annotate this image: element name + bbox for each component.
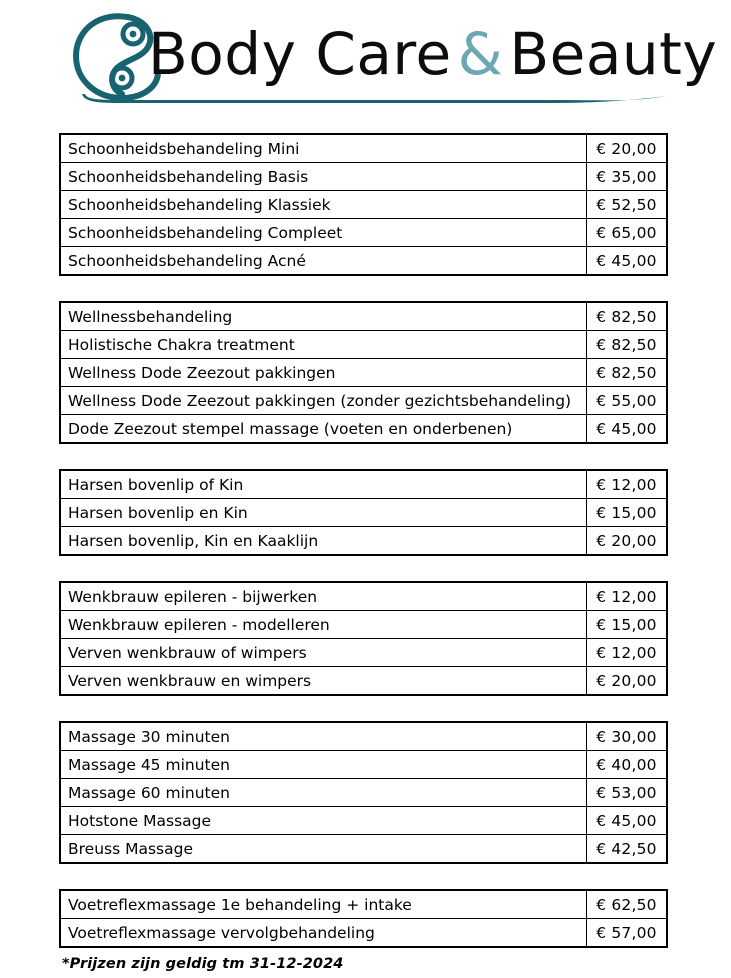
price-value: 82,50 bbox=[611, 335, 657, 354]
service-name: Massage 60 minuten bbox=[60, 779, 587, 807]
price-value: 82,50 bbox=[611, 307, 657, 326]
brand-wordmark-part2: Beauty bbox=[509, 20, 718, 88]
service-name: Schoonheidsbehandeling Compleet bbox=[60, 219, 587, 247]
service-price bbox=[587, 890, 668, 919]
currency-symbol: € bbox=[596, 223, 607, 242]
price-value: 45,00 bbox=[611, 811, 657, 830]
service-name: Dode Zeezout stempel massage (voeten en onderbenen) bbox=[60, 415, 587, 444]
document-header bbox=[0, 0, 731, 118]
table-row bbox=[60, 527, 667, 556]
service-price bbox=[587, 779, 668, 807]
price-value: 15,00 bbox=[611, 503, 657, 522]
currency-symbol: € bbox=[596, 755, 607, 774]
validity-footnote: *Prijzen zijn geldig tm 31-12-2024 bbox=[62, 956, 344, 972]
currency-symbol: € bbox=[596, 895, 607, 914]
table-row bbox=[60, 890, 667, 919]
service-price bbox=[587, 667, 668, 696]
price-value: 30,00 bbox=[611, 727, 657, 746]
currency-symbol: € bbox=[596, 531, 607, 550]
service-price bbox=[587, 219, 668, 247]
currency-symbol: € bbox=[596, 615, 607, 634]
brand-logo bbox=[70, 4, 718, 114]
price-value: 65,00 bbox=[611, 223, 657, 242]
price-value: 20,00 bbox=[611, 531, 657, 550]
service-name: Schoonheidsbehandeling Klassiek bbox=[60, 191, 587, 219]
price-table-schoonheidsbehandelingen bbox=[59, 133, 668, 276]
service-price bbox=[587, 191, 668, 219]
service-name: Harsen bovenlip en Kin bbox=[60, 499, 587, 527]
currency-symbol: € bbox=[596, 335, 607, 354]
service-price bbox=[587, 387, 668, 415]
currency-symbol: € bbox=[596, 419, 607, 438]
service-price bbox=[587, 751, 668, 779]
table-row bbox=[60, 751, 667, 779]
price-value: 15,00 bbox=[611, 615, 657, 634]
table-row bbox=[60, 582, 667, 611]
service-name: Schoonheidsbehandeling Mini bbox=[60, 134, 587, 163]
price-value: 52,50 bbox=[611, 195, 657, 214]
price-value: 62,50 bbox=[611, 895, 657, 914]
service-price bbox=[587, 134, 668, 163]
service-price bbox=[587, 722, 668, 751]
currency-symbol: € bbox=[596, 727, 607, 746]
price-value: 82,50 bbox=[611, 363, 657, 382]
service-price bbox=[587, 359, 668, 387]
table-row bbox=[60, 667, 667, 696]
table-row bbox=[60, 331, 667, 359]
service-price bbox=[587, 611, 668, 639]
service-name: Schoonheidsbehandeling Acné bbox=[60, 247, 587, 276]
service-price bbox=[587, 470, 668, 499]
currency-symbol: € bbox=[596, 139, 607, 158]
price-value: 55,00 bbox=[611, 391, 657, 410]
currency-symbol: € bbox=[596, 811, 607, 830]
service-name: Wenkbrauw epileren - modelleren bbox=[60, 611, 587, 639]
service-price bbox=[587, 919, 668, 948]
price-value: 12,00 bbox=[611, 587, 657, 606]
service-name: Voetreflexmassage vervolgbehandeling bbox=[60, 919, 587, 948]
table-row bbox=[60, 919, 667, 948]
service-name: Holistische Chakra treatment bbox=[60, 331, 587, 359]
service-price bbox=[587, 247, 668, 276]
service-name: Verven wenkbrauw en wimpers bbox=[60, 667, 587, 696]
currency-symbol: € bbox=[596, 391, 607, 410]
brand-ampersand: & bbox=[457, 20, 504, 88]
service-price bbox=[587, 331, 668, 359]
table-row bbox=[60, 359, 667, 387]
service-name: Massage 45 minuten bbox=[60, 751, 587, 779]
currency-symbol: € bbox=[596, 587, 607, 606]
service-name: Wellness Dode Zeezout pakkingen (zonder gezichtsbehandeling) bbox=[60, 387, 587, 415]
service-price bbox=[587, 499, 668, 527]
service-name: Wellnessbehandeling bbox=[60, 302, 587, 331]
service-price bbox=[587, 807, 668, 835]
price-list-body bbox=[59, 133, 658, 948]
service-price bbox=[587, 639, 668, 667]
brand-wordmark-part1: Body Care bbox=[148, 20, 452, 88]
price-value: 57,00 bbox=[611, 923, 657, 942]
currency-symbol: € bbox=[596, 839, 607, 858]
table-row bbox=[60, 247, 667, 276]
service-name: Hotstone Massage bbox=[60, 807, 587, 835]
price-value: 35,00 bbox=[611, 167, 657, 186]
price-table-wenkbrauw-wimpers bbox=[59, 581, 668, 696]
currency-symbol: € bbox=[596, 307, 607, 326]
service-name: Verven wenkbrauw of wimpers bbox=[60, 639, 587, 667]
currency-symbol: € bbox=[596, 167, 607, 186]
price-table-wellness bbox=[59, 301, 668, 444]
service-name: Voetreflexmassage 1e behandeling + intake bbox=[60, 890, 587, 919]
price-value: 53,00 bbox=[611, 783, 657, 802]
table-row bbox=[60, 219, 667, 247]
table-row bbox=[60, 639, 667, 667]
service-price bbox=[587, 835, 668, 864]
price-value: 40,00 bbox=[611, 755, 657, 774]
currency-symbol: € bbox=[596, 923, 607, 942]
table-row bbox=[60, 470, 667, 499]
service-name: Breuss Massage bbox=[60, 835, 587, 864]
currency-symbol: € bbox=[596, 251, 607, 270]
service-price bbox=[587, 582, 668, 611]
brand-wordmark bbox=[148, 14, 718, 96]
currency-symbol: € bbox=[596, 503, 607, 522]
table-row bbox=[60, 191, 667, 219]
currency-symbol: € bbox=[596, 783, 607, 802]
price-value: 12,00 bbox=[611, 643, 657, 662]
currency-symbol: € bbox=[596, 195, 607, 214]
service-price bbox=[587, 415, 668, 444]
price-value: 42,50 bbox=[611, 839, 657, 858]
price-value: 45,00 bbox=[611, 251, 657, 270]
service-name: Wellness Dode Zeezout pakkingen bbox=[60, 359, 587, 387]
price-table-voetreflexmassage bbox=[59, 889, 668, 948]
price-table-massage bbox=[59, 721, 668, 864]
service-name: Harsen bovenlip of Kin bbox=[60, 470, 587, 499]
price-table-harsen bbox=[59, 469, 668, 556]
table-row bbox=[60, 722, 667, 751]
table-row bbox=[60, 499, 667, 527]
price-value: 20,00 bbox=[611, 671, 657, 690]
table-row bbox=[60, 302, 667, 331]
logo-underline-swoosh bbox=[80, 90, 668, 104]
table-row bbox=[60, 779, 667, 807]
service-price bbox=[587, 302, 668, 331]
price-value: 20,00 bbox=[611, 139, 657, 158]
price-value: 12,00 bbox=[611, 475, 657, 494]
currency-symbol: € bbox=[596, 671, 607, 690]
table-row bbox=[60, 611, 667, 639]
currency-symbol: € bbox=[596, 475, 607, 494]
service-name: Harsen bovenlip, Kin en Kaaklijn bbox=[60, 527, 587, 556]
service-price bbox=[587, 163, 668, 191]
table-row bbox=[60, 415, 667, 444]
table-row bbox=[60, 134, 667, 163]
currency-symbol: € bbox=[596, 363, 607, 382]
price-value: 45,00 bbox=[611, 419, 657, 438]
service-price bbox=[587, 527, 668, 556]
service-name: Massage 30 minuten bbox=[60, 722, 587, 751]
currency-symbol: € bbox=[596, 643, 607, 662]
table-row bbox=[60, 387, 667, 415]
table-row bbox=[60, 807, 667, 835]
table-row bbox=[60, 835, 667, 864]
table-row bbox=[60, 163, 667, 191]
service-name: Schoonheidsbehandeling Basis bbox=[60, 163, 587, 191]
service-name: Wenkbrauw epileren - bijwerken bbox=[60, 582, 587, 611]
